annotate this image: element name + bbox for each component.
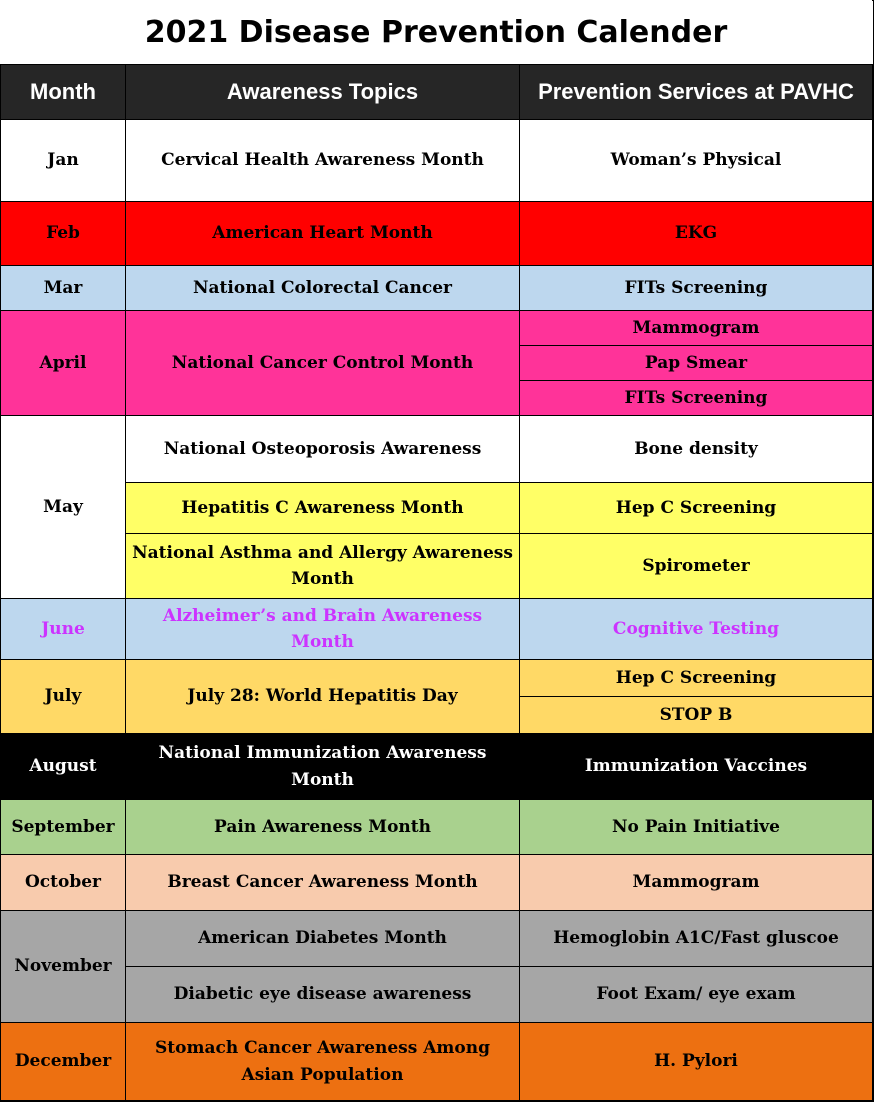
service-cell-may-3: Spirometer bbox=[520, 534, 873, 599]
table-row-december bbox=[1, 1023, 873, 1101]
service-cell-august: Immunization Vaccines bbox=[520, 734, 873, 800]
month-cell-october: October bbox=[1, 855, 126, 911]
table-row-november bbox=[1, 911, 873, 967]
service-cell-june: Cognitive Testing bbox=[520, 599, 873, 660]
table-row-june bbox=[1, 599, 873, 660]
topic-cell-jan: Cervical Health Awareness Month bbox=[126, 120, 520, 202]
topic-cell-october: Breast Cancer Awareness Month bbox=[126, 855, 520, 911]
service-cell-november-1: Hemoglobin A1C/Fast gluscoe bbox=[520, 911, 873, 967]
topic-cell-may-1: National Osteoporosis Awareness bbox=[126, 416, 520, 483]
service-cell-july-2: STOP B bbox=[520, 697, 873, 734]
service-cell-october: Mammogram bbox=[520, 855, 873, 911]
header-month: Month bbox=[1, 65, 126, 120]
month-cell-feb: Feb bbox=[1, 202, 126, 266]
table-row-may-2 bbox=[1, 483, 873, 534]
page-title: 2021 Disease Prevention Calender bbox=[0, 0, 872, 64]
topic-cell-feb: American Heart Month bbox=[126, 202, 520, 266]
table-row-feb bbox=[1, 202, 873, 266]
service-cell-jan: Woman’s Physical bbox=[520, 120, 873, 202]
topic-cell-november-2: Diabetic eye disease awareness bbox=[126, 967, 520, 1023]
service-cell-july-1: Hep C Screening bbox=[520, 660, 873, 697]
month-cell-june: June bbox=[1, 599, 126, 660]
service-cell-april-1: Mammogram bbox=[520, 311, 873, 346]
topic-cell-june: Alzheimer’s and Brain Awareness Month bbox=[126, 599, 520, 660]
month-cell-november: November bbox=[1, 911, 126, 1023]
service-cell-april-3: FITs Screening bbox=[520, 381, 873, 416]
month-cell-december: December bbox=[1, 1023, 126, 1101]
month-cell-august: August bbox=[1, 734, 126, 800]
table-row-april bbox=[1, 311, 873, 346]
month-cell-jan: Jan bbox=[1, 120, 126, 202]
header-topics: Awareness Topics bbox=[126, 65, 520, 120]
table-row-mar bbox=[1, 266, 873, 311]
topic-cell-april: National Cancer Control Month bbox=[126, 311, 520, 416]
table-row-may bbox=[1, 416, 873, 483]
month-cell-may: May bbox=[1, 416, 126, 599]
topic-cell-mar: National Colorectal Cancer bbox=[126, 266, 520, 311]
month-cell-september: September bbox=[1, 800, 126, 855]
header-row bbox=[1, 65, 873, 120]
month-cell-mar: Mar bbox=[1, 266, 126, 311]
service-cell-feb: EKG bbox=[520, 202, 873, 266]
topic-cell-may-3: National Asthma and Allergy Awareness Month bbox=[126, 534, 520, 599]
table-row-november-2 bbox=[1, 967, 873, 1023]
topic-cell-december: Stomach Cancer Awareness Among Asian Population bbox=[126, 1023, 520, 1101]
header-services: Prevention Services at PAVHC bbox=[520, 65, 873, 120]
service-cell-mar: FITs Screening bbox=[520, 266, 873, 311]
month-cell-july: July bbox=[1, 660, 126, 734]
topic-cell-may-2: Hepatitis C Awareness Month bbox=[126, 483, 520, 534]
table-row-july bbox=[1, 660, 873, 697]
service-cell-may-2: Hep C Screening bbox=[520, 483, 873, 534]
topic-cell-august: National Immunization Awareness Month bbox=[126, 734, 520, 800]
topic-cell-july: July 28: World Hepatitis Day bbox=[126, 660, 520, 734]
table-row-august bbox=[1, 734, 873, 800]
topic-cell-september: Pain Awareness Month bbox=[126, 800, 520, 855]
service-cell-april-2: Pap Smear bbox=[520, 346, 873, 381]
service-cell-november-2: Foot Exam/ eye exam bbox=[520, 967, 873, 1023]
month-cell-april: April bbox=[1, 311, 126, 416]
topic-cell-november-1: American Diabetes Month bbox=[126, 911, 520, 967]
service-cell-december: H. Pylori bbox=[520, 1023, 873, 1101]
table-row-jan bbox=[1, 120, 873, 202]
service-cell-september: No Pain Initiative bbox=[520, 800, 873, 855]
table-row-october bbox=[1, 855, 873, 911]
table-row-may-3 bbox=[1, 534, 873, 599]
prevention-calendar-table bbox=[0, 64, 873, 1101]
table-row-september bbox=[1, 800, 873, 855]
service-cell-may-1: Bone density bbox=[520, 416, 873, 483]
